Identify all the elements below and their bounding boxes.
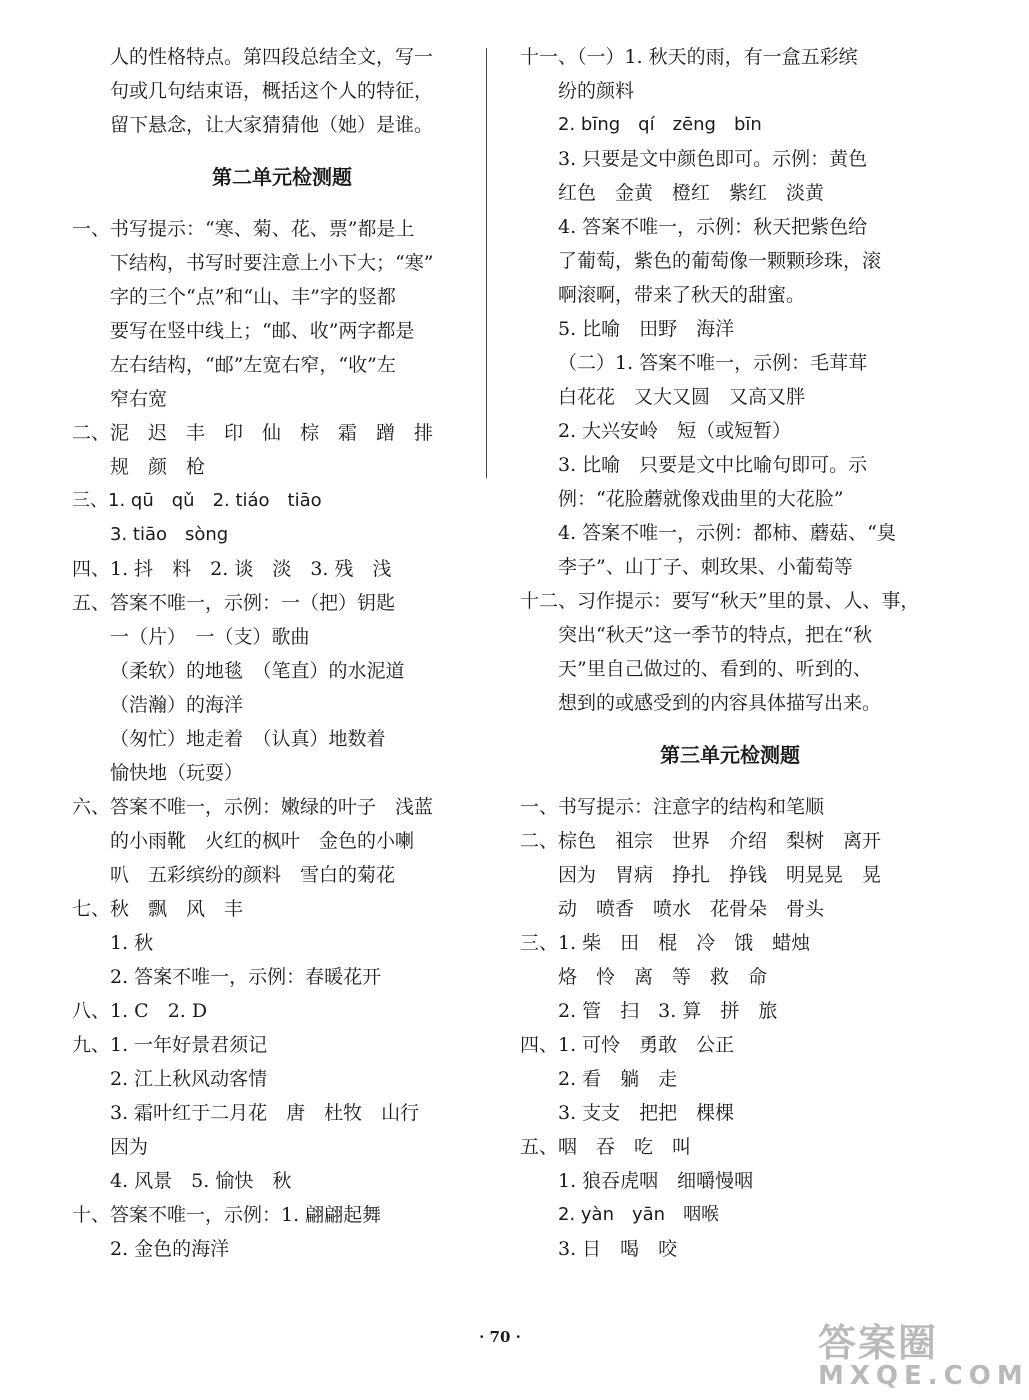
answer-line: 规 颜 枪 [110,456,206,478]
answer-line: 因为 胃病 挣扎 挣钱 明晃晃 晃 [558,864,882,886]
answer-line: 要写在竖中线上；“邮、收”两字都是 [110,320,415,342]
answer-line: 句或几句结束语，概括这个人的特征， [110,80,434,102]
answer-line: 3. 比喻 只要是文中比喻句即可。示 [558,454,868,476]
answer-line: 一、书写提示：注意字的结构和笔顺 [520,796,825,818]
answer-line: 八、1. C 2. D [72,1000,208,1022]
right-column [520,40,940,1266]
answer-line: 人的性格特点。第四段总结全文，写一 [110,46,434,68]
answer-line: （浩瀚）的海洋 [110,694,244,716]
answer-line: 十、答案不唯一，示例：1. 翩翩起舞 [72,1204,382,1226]
answer-line: 例：“花脸蘑就像戏曲里的大花脸” [558,488,844,510]
answer-line: 红色 金黄 橙红 紫红 淡黄 [558,182,825,204]
answer-line: 2. 江上秋风动客情 [110,1068,268,1090]
answer-line: 四、1. 抖 料 2. 谈 淡 3. 残 浅 [72,558,392,580]
answer-line: 3. 只要是文中颜色即可。示例：黄色 [558,148,868,170]
answer-line: 3. 日 喝 咬 [558,1238,678,1260]
answer-line: 李子”、山丁子、刺玫果、小葡萄等 [558,556,853,578]
answer-line: 4. 答案不唯一，示例：秋天把紫色给 [558,216,868,238]
section-heading: 第二单元检测题 [212,165,352,189]
answer-line: 愉快地（玩耍） [110,762,244,784]
answer-line: 二、泥 迟 丰 印 仙 棕 霜 蹭 排 [72,422,434,444]
answer-line: 字的三个“点”和“山、丰”字的竖都 [110,286,396,308]
answer-line: 天”里自己做过的、看到的、听到的、 [558,658,872,680]
answer-line: 四、1. 可怜 勇敢 公正 [520,1034,735,1056]
answer-line: 1. 狼吞虎咽 细嚼慢咽 [558,1170,754,1192]
answer-line: 二、棕色 祖宗 世界 介绍 梨树 离开 [520,830,882,852]
answer-line: 5. 比喻 田野 海洋 [558,318,735,340]
section-heading: 第三单元检测题 [660,743,800,767]
answer-line: 1. 秋 [110,932,154,954]
answer-line: 叭 五彩缤纷的颜料 雪白的菊花 [110,864,396,886]
answer-line: 想到的或感受到的内容具体描写出来。 [558,692,882,714]
answer-line: 2. 看 躺 走 [558,1068,678,1090]
answer-line: 的小雨靴 火红的枫叶 金色的小喇 [110,830,415,852]
answer-line: （匆忙）地走着 （认真）地数着 [110,728,386,750]
answer-line: 3. 支支 把把 棵棵 [558,1102,735,1124]
answer-line: 一（片） 一（支）歌曲 [110,626,310,648]
answer-line: 烙 怜 离 等 救 命 [558,966,768,988]
answer-line: 五、咽 吞 吃 叫 [520,1136,692,1158]
answer-line: 2. 金色的海洋 [110,1238,230,1260]
answer-line: 了葡萄，紫色的葡萄像一颗颗珍珠，滚 [558,250,882,272]
watermark-logo [818,1312,1029,1391]
answer-line: 六、答案不唯一，示例：嫩绿的叶子 浅蓝 [72,796,434,818]
answer-line: 一、书写提示：“寒、菊、花、票”都是上 [72,218,415,240]
answer-line: 2. bīng qí zēng bīn [558,114,762,135]
answer-line: 啊滚啊，带来了秋天的甜蜜。 [558,284,806,306]
answer-line: 七、秋 飘 风 丰 [72,898,244,920]
answer-line: 4. 风景 5. 愉快 秋 [110,1170,292,1192]
answer-line: 4. 答案不唯一，示例：都柿、蘑菇、“臭 [558,522,896,544]
answer-line: 2. yàn yān 咽喉 [558,1204,720,1225]
answer-line: （二）1. 答案不唯一，示例：毛茸茸 [558,352,868,374]
answer-line: 3. tiāo sòng [110,524,229,545]
answer-line: 动 喷香 喷水 花骨朵 骨头 [558,898,825,920]
answer-line: 三、1. qū qǔ 2. tiáo tiāo [72,490,322,511]
answer-line: 2. 大兴安岭 短（或短暂） [558,420,792,442]
watermark-text-top: 答案圈 [818,1321,939,1365]
answer-line: 下结构，书写时要注意上小下大；“寒” [110,252,434,274]
answer-line: 十一、（一）1. 秋天的雨，有一盒五彩缤 [520,46,858,68]
page-number: · 70 · [479,1328,521,1346]
left-column [72,40,492,1266]
answer-line: （柔软）的地毯 （笔直）的水泥道 [110,660,405,682]
answer-line: 三、1. 柴 田 棍 冷 饿 蜡烛 [520,932,811,954]
answer-line: 留下悬念，让大家猜猜他（她）是谁。 [110,114,434,136]
answer-line: 窄右宽 [110,388,168,410]
watermark-text-bottom: MXQE.COM [818,1361,1029,1391]
answer-line: 五、答案不唯一，示例：一（把）钥匙 [72,592,396,614]
answer-line: 3. 霜叶红于二月花 唐 杜牧 山行 [110,1102,420,1124]
answer-line: 白花花 又大又圆 又高又胖 [558,386,806,408]
answer-line: 纷的颜料 [558,80,635,102]
column-divider [486,48,487,478]
answer-line: 2. 管 扫 3. 算 拼 旅 [558,1000,778,1022]
answer-line: 突出“秋天”这一季节的特点，把在“秋 [558,624,873,646]
answer-line: 九、1. 一年好景君须记 [72,1034,268,1056]
answer-line: 左右结构，“邮”左宽右窄，“收”左 [110,354,396,376]
answer-line: 因为 [110,1136,149,1158]
answer-line: 2. 答案不唯一，示例：春暖花开 [110,966,382,988]
answer-line: 十二、习作提示：要写“秋天”里的景、人、事， [520,590,920,612]
